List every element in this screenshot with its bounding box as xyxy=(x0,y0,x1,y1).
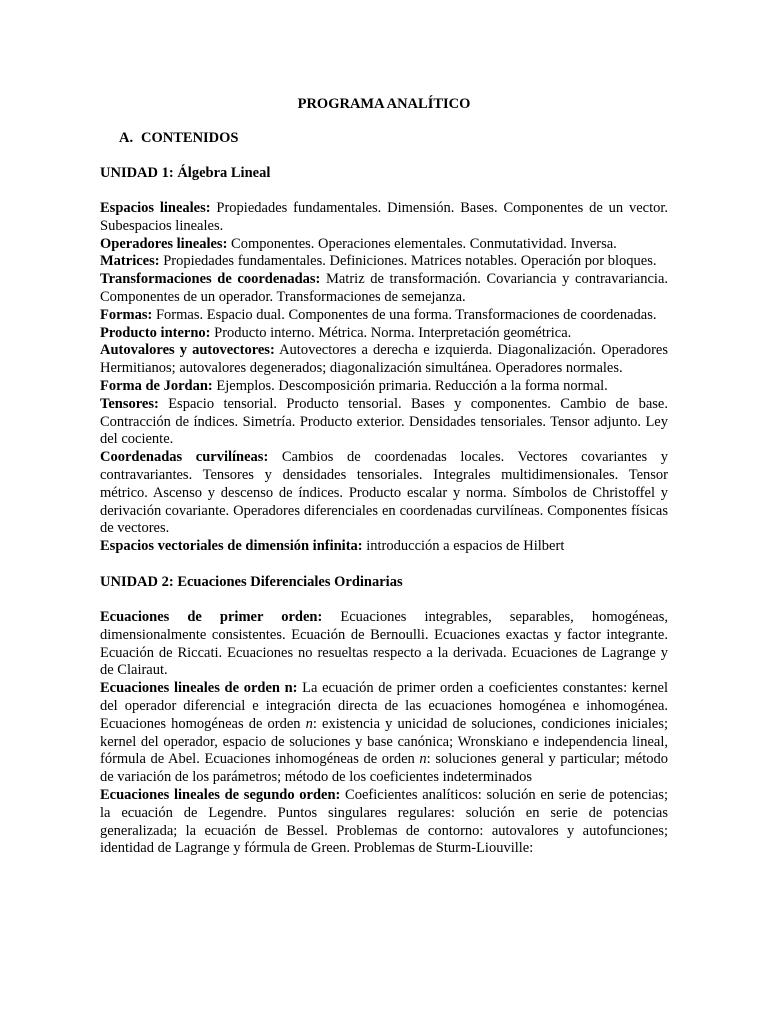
topic-operadores-lineales xyxy=(100,236,668,254)
document-title: PROGRAMA ANALÍTICO xyxy=(297,96,471,112)
topic-ecuaciones-segundo-orden xyxy=(100,787,668,858)
topic-text: Propiedades fundamentales. Dimensión. Bases. Componentes de un vector. Subespacios lineales. xyxy=(100,200,669,234)
topic-coordenadas-curvilineas xyxy=(100,449,668,538)
section-label: CONTENIDOS xyxy=(141,130,239,146)
topic-text: Producto interno. Métrica. Norma. Interpretación geométrica. xyxy=(210,324,572,341)
topic-term: Coordenadas curvilíneas: xyxy=(100,449,269,466)
topic-term: Autovalores y autovectores: xyxy=(100,342,275,359)
topic-text: Ejemplos. Descomposición primaria. Reducción a la forma normal. xyxy=(212,377,608,394)
topic-text: Matriz de transformación. Covariancia y contravariancia. Componentes de un operador. Transformaciones de semejanza. xyxy=(100,271,668,305)
topic-term: Transformaciones de coordenadas: xyxy=(100,271,321,288)
topic-text: Cambios de coordenadas locales. Vectores covariantes y contravariantes. Tensores y densidades tensoriales. Integrales multidimensionales. Tensor métrico. Ascenso y descenso de índices. Producto escalar y norma. Símbolos de Christoffel y derivación covariante. Operadores diferenciales en coordenadas curvilíneas. Componentes físicas de vectores. xyxy=(100,449,668,537)
topic-formas xyxy=(100,307,668,325)
topic-ecuaciones-primer-orden xyxy=(100,609,668,680)
topic-transformaciones-coordenadas xyxy=(100,271,668,307)
topic-term: Formas: xyxy=(100,306,153,323)
topic-term: Espacios vectoriales de dimensión infinita: xyxy=(100,538,363,555)
topic-autovalores xyxy=(100,342,668,378)
unit-1-heading: UNIDAD 1: Álgebra Lineal xyxy=(100,165,271,181)
topic-text: La ecuación de primer orden a coeficientes constantes: kernel del operador diferencial e integración directa de las ecuaciones homogénea e inhomogénea. Ecuaciones homogéneas de orden xyxy=(100,680,668,732)
topic-matrices xyxy=(100,253,668,271)
unit-2-heading: UNIDAD 2: Ecuaciones Diferenciales Ordinarias xyxy=(100,573,403,590)
topic-text: introducción a espacios de Hilbert xyxy=(362,538,565,555)
topic-text: Coeficientes analíticos: solución en serie de potencias; la ecuación de Legendre. Puntos singulares regulares: solución en serie de potencias generalizada; la ecuación de Bessel. Problemas de contorno: autovalores y autofunciones; identidad de Lagrange y fórmula de Green. Problemas de Sturm-Liouville: xyxy=(100,786,669,857)
topic-text: : existencia y unicidad de soluciones, condiciones iniciales; kernel del operador, espacio de soluciones y base canónica; Wronskiano e independencia lineal, fórmula de Abel. Ecuaciones inhomogéneas de orden xyxy=(100,715,668,768)
topic-term: Forma de Jordan: xyxy=(100,377,213,394)
topic-espacios-dimension-infinita xyxy=(100,538,668,556)
topic-term: Ecuaciones lineales de segundo orden: xyxy=(100,786,341,803)
topic-tensores xyxy=(100,396,668,449)
topic-forma-jordan xyxy=(100,378,668,396)
topic-text: Espacio tensorial. Producto tensorial. Bases y componentes. Cambio de base. Contracción de índices. Simetría. Producto exterior. Densidades tensoriales. Tensor adjunto. Ley del cociente. xyxy=(100,395,668,448)
topic-ecuaciones-lineales-orden-n xyxy=(100,680,668,787)
topic-espacios-lineales xyxy=(100,200,668,236)
topic-text: Propiedades fundamentales. Definiciones. Matrices notables. Operación por bloques. xyxy=(159,253,657,270)
topic-text: : soluciones general y particular; método de variación de los parámetros; método de los coeficientes indeterminados xyxy=(100,751,669,786)
topic-term: Ecuaciones de primer orden: xyxy=(100,608,323,625)
topic-text: Componentes. Operaciones elementales. Conmutatividad. Inversa. xyxy=(227,235,617,252)
topic-italic-n: n xyxy=(419,751,427,768)
topic-text: Autovectores a derecha e izquierda. Diagonalización. Operadores Hermitianos; autovalores degenerados; diagonalización simultánea. Operadores normales. xyxy=(100,342,668,377)
topic-term: Producto interno: xyxy=(100,324,211,341)
topic-term: Operadores lineales: xyxy=(100,235,228,252)
section-heading-contenidos xyxy=(119,130,668,147)
topic-term: Matrices: xyxy=(100,253,160,270)
topic-term: Espacios lineales: xyxy=(100,200,211,216)
topic-text: Ecuaciones integrables, separables, homogéneas, dimensionalmente consistentes. Ecuación de Bernoulli. Ecuaciones exactas y factor integrante. Ecuación de Riccati. Ecuaciones no resueltas respecto a la derivada. Ecuaciones de Lagrange y de Clairaut. xyxy=(100,608,668,679)
section-letter: A. xyxy=(119,130,134,146)
topic-italic-n: n xyxy=(305,715,313,732)
topic-term: Tensores: xyxy=(100,395,159,412)
topic-producto-interno xyxy=(100,325,668,343)
topic-term: Ecuaciones lineales de orden n: xyxy=(100,680,298,697)
topic-text: Formas. Espacio dual. Componentes de una forma. Transformaciones de coordenadas. xyxy=(152,306,657,323)
